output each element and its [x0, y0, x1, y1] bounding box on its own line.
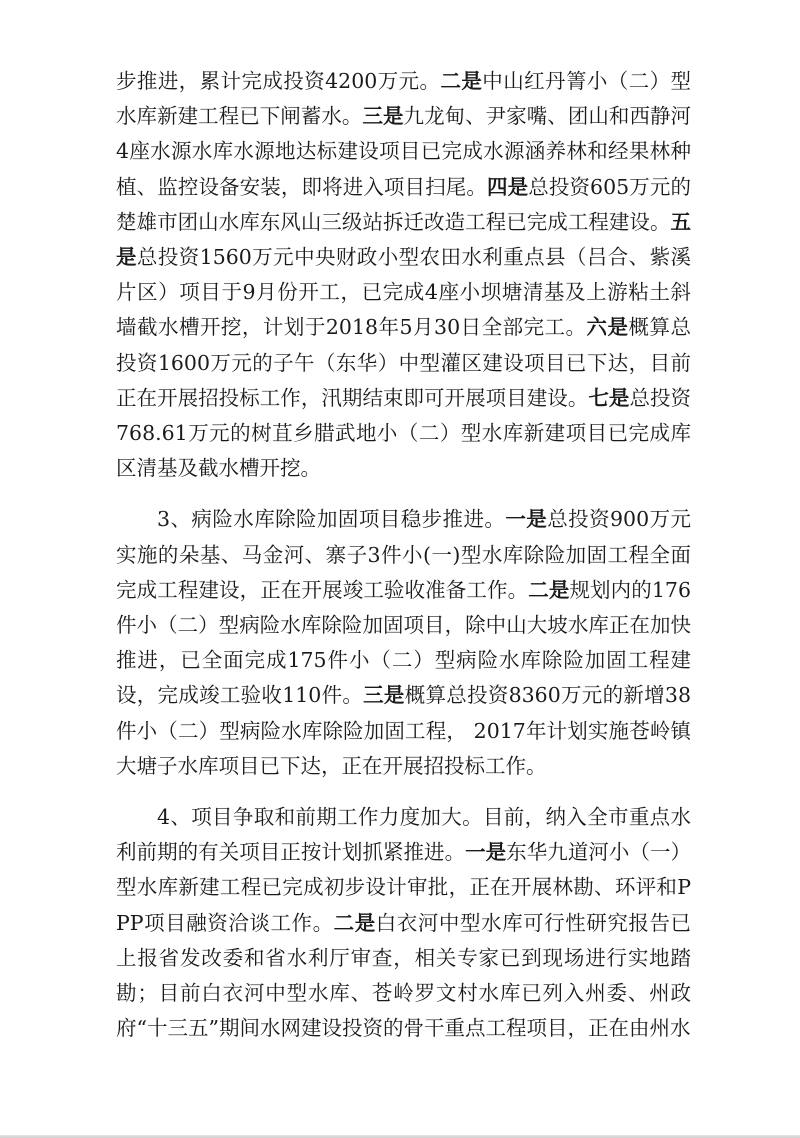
text-run: 总投资605万元的楚雄市团山水库东风山三级站拆迁改造工程已完成工程建设。 [116, 174, 692, 234]
bold-enumerator: 三是 [362, 104, 404, 129]
bold-enumerator: 六是 [586, 315, 629, 340]
bold-enumerator: 一是 [505, 507, 548, 532]
paragraph-gap [116, 784, 691, 800]
text-run: 4、项目争取和前期工作力度加大。目前，纳入全市重点水利前期的有关项目正按计划抓紧推进。 [116, 805, 691, 865]
paragraph-gap [116, 486, 691, 502]
text-run: 总投资1560万元中央财政小型农田水利重点县（吕合、紫溪片区）项目于9月份开工，已完成4座小坝塘清基及上游粘土斜墙截水槽开挖，计划于2018年5月30日全部完工。 [116, 245, 692, 340]
paragraph-section-3 [116, 502, 691, 784]
paragraph-section-4 [116, 800, 691, 1046]
text-run: 中山红丹箐小（二）型水库新建工程已下闸蓄水。 [116, 69, 692, 129]
bold-enumerator: 四是 [486, 174, 529, 199]
bold-enumerator: 七是 [588, 385, 630, 410]
text-run: 九龙甸、尹家嘴、团山和西静河4座水源水库水源地达标建设项目已完成水源涵养林和经果林种植、监控设备安装，即将进入项目扫尾。 [116, 104, 692, 199]
text-run: 规划内的176件小（二）型病险水库除险加固项目，除中山大坡水库正在加快推进，已全面完成175件小（二）型病险水库除险加固工程建设，完成竣工验收110件。 [116, 577, 692, 708]
document-body [116, 64, 691, 1046]
text-run: 总投资768.61万元的树苴乡腊武地小（二）型水库新建项目已完成库区清基及截水槽开挖。 [116, 385, 692, 481]
bold-enumerator: 五是 [116, 209, 691, 270]
text-run: 白衣河中型水库可行性研究报告已上报省发改委和省水利厅审查，相关专家已到现场进行实地踏勘；目前白衣河中型水库、苍岭罗文村水库已列入州委、州政府“十三五”期间水网建设投资的骨干重点工程项目，正在由州水 [116, 910, 692, 1041]
text-run: 概算总投资1600万元的子午（东华）中型灌区建设项目已下达，目前正在开展招投标工作，汛期结束即可开展项目建设。 [116, 315, 692, 410]
bold-enumerator: 三是 [363, 683, 405, 708]
text-run: 步推进，累计完成投资4200万元。 [116, 69, 441, 93]
bold-enumerator: 二是 [440, 69, 483, 93]
bold-enumerator: 二是 [333, 910, 376, 935]
bold-enumerator: 一是 [465, 840, 507, 865]
text-run: 概算总投资8360万元的新增38件小（二）型病险水库除险加固工程， 2017年计划实施苍岭镇大塘子水库项目已下达，正在开展招投标工作。 [116, 683, 691, 778]
paragraph-continuation [116, 64, 691, 486]
bold-enumerator: 二是 [528, 577, 570, 602]
text-run: 总投资900万元实施的朵基、马金河、寨子3件小(一)型水库除险加固工程全面完成工程建设，正在开展竣工验收准备工作。 [116, 507, 691, 602]
text-run: 3、病险水库除险加固项目稳步推进。 [157, 507, 506, 532]
text-run: 东华九道河小（一）型水库新建工程已完成初步设计审批，正在开展林勘、环评和PPP项目融资洽谈工作。 [116, 840, 692, 935]
